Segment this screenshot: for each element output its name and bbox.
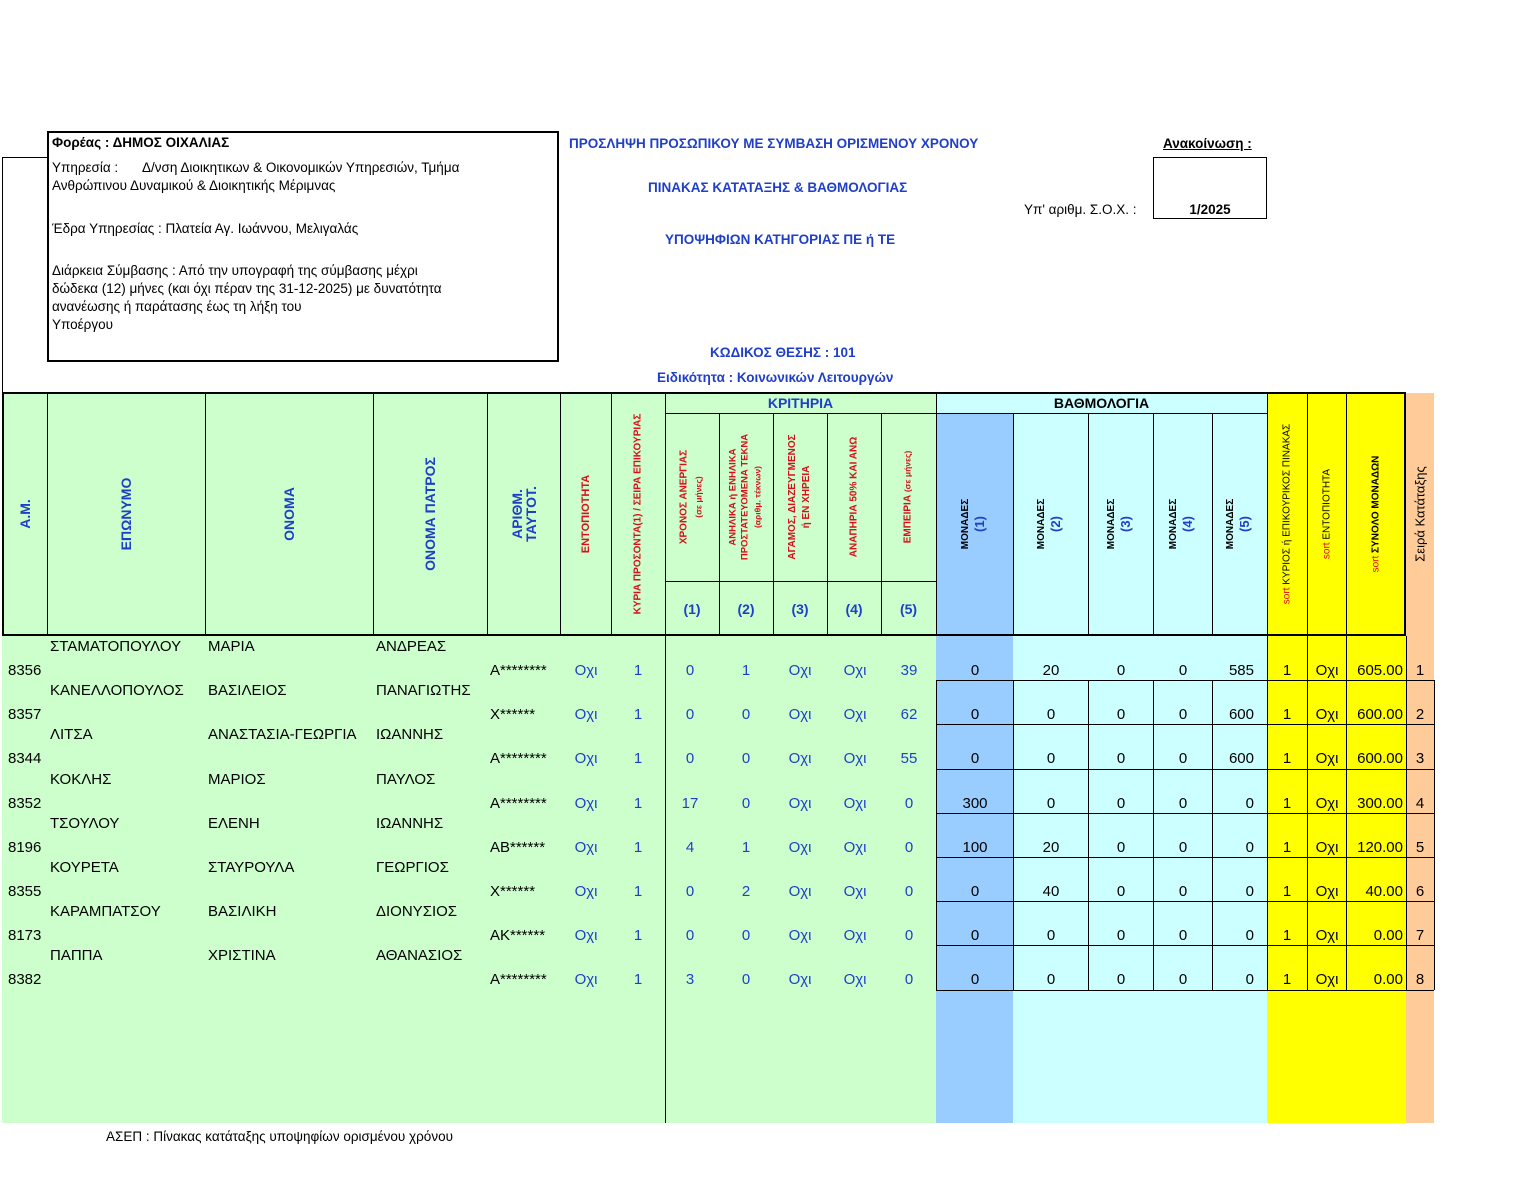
cell-k4: Οχι xyxy=(843,838,867,856)
cell-rank: 3 xyxy=(1415,750,1425,768)
cell-eponymo: ΚΑΝΕΛΛΟΠΟΥΛΟΣ xyxy=(50,682,184,700)
cell-onoma: ΜΑΡΙΟΣ xyxy=(208,770,266,788)
cell-k3: Οχι xyxy=(788,927,812,945)
cell-k5: 39 xyxy=(900,662,918,679)
cell-k3: Οχι xyxy=(788,838,812,856)
row-separator xyxy=(936,901,1434,902)
vl xyxy=(1153,413,1154,636)
cell-entop: Οχι xyxy=(574,750,598,768)
cell-s1: 1 xyxy=(1282,706,1292,724)
c5-sub: (σε μήνες) xyxy=(902,450,913,493)
cell-total: 40.00 xyxy=(1365,883,1403,900)
cell-rank: 7 xyxy=(1415,927,1425,945)
hl xyxy=(665,581,936,582)
cell-k3: Οχι xyxy=(788,750,812,768)
cell-entop: Οχι xyxy=(574,706,598,724)
cell-k4: Οχι xyxy=(843,971,867,989)
cell-entop: Οχι xyxy=(574,927,598,945)
cell-eponymo: ΛΙΤΣΑ xyxy=(50,726,93,744)
monades-num: (3) xyxy=(1118,516,1133,532)
c1-sub: (σε μήνες) xyxy=(693,476,704,518)
vathmologia-header: ΒΑΘΜΟΛΟΓΙΑ xyxy=(1053,395,1150,411)
cell-k1: 0 xyxy=(685,750,695,768)
row-separator xyxy=(936,857,1434,858)
score-grid-line xyxy=(1346,636,1347,680)
row-separator xyxy=(936,813,1434,814)
cell-am: 8357 xyxy=(8,706,42,724)
monades-label: ΜΟΝΑΔΕΣ xyxy=(1106,498,1117,550)
cell-am: 8352 xyxy=(8,794,42,812)
cell-rank: 4 xyxy=(1415,794,1425,812)
footer-note: ΑΣΕΠ : Πίνακας κατάταξης υποψηφίων ορισμένου χρόνου xyxy=(106,1129,453,1144)
cell-patros: ΔΙΟΝΥΣΙΟΣ xyxy=(376,903,458,921)
left-border-top xyxy=(2,157,47,158)
cell-total: 300.00 xyxy=(1357,794,1403,812)
cell-eponymo: ΣΤΑΜΑΤΟΠΟΥΛΟΥ xyxy=(50,638,182,655)
cell-m1: 0 xyxy=(970,706,980,724)
cell-m3: 0 xyxy=(1116,794,1126,812)
cell-taut: Α******** xyxy=(490,662,547,679)
cell-m3: 0 xyxy=(1116,971,1126,989)
c5-main: ΕΜΠΕΙΡΙΑ xyxy=(902,494,914,544)
eidikotita: Ειδικότητα : Κοινωνικών Λειτουργών xyxy=(657,370,894,385)
cell-total: 600.00 xyxy=(1357,750,1403,768)
cell-kyria: 1 xyxy=(633,838,643,856)
kodikos-thesis: ΚΩΔΙΚΟΣ ΘΕΣΗΣ : 101 xyxy=(710,345,856,360)
col-sort-entopiotita xyxy=(1322,469,1333,559)
cell-entop: Οχι xyxy=(574,794,598,812)
cell-s2: Οχι xyxy=(1315,883,1339,900)
cell-k4: Οχι xyxy=(843,927,867,945)
agency-info-box xyxy=(47,131,559,362)
cell-taut: Α******** xyxy=(490,750,547,768)
hl xyxy=(665,413,1267,414)
cell-eponymo: ΠΑΠΠΑ xyxy=(50,947,103,965)
cell-am: 8356 xyxy=(8,662,42,679)
score-grid-line xyxy=(1013,680,1014,990)
cell-m5: 0 xyxy=(1245,971,1254,989)
cell-m2: 0 xyxy=(1046,927,1056,945)
cell-s1: 1 xyxy=(1282,971,1292,989)
cell-m3: 0 xyxy=(1116,662,1126,679)
vl xyxy=(1307,393,1308,636)
diarkeia-line2: δώδεκα (12) μήνες (και όχι πέραν της 31-12-2025) με δυνατότητα xyxy=(52,281,442,296)
cell-k1: 3 xyxy=(685,971,695,989)
cell-k1: 0 xyxy=(685,706,695,724)
cell-entop: Οχι xyxy=(574,838,598,856)
cell-m2: 0 xyxy=(1046,971,1056,989)
soh-value: 1/2025 xyxy=(1189,202,1231,217)
col-onoma: ΟΝΟΜΑ xyxy=(281,487,297,541)
cell-k1: 17 xyxy=(681,794,699,812)
cell-k4: Οχι xyxy=(843,794,867,812)
cell-k2: 0 xyxy=(741,927,751,945)
arithm-line1: ΑΡΙΘΜ. xyxy=(509,489,525,539)
col-anapiria: ΑΝΑΠΗΡΙΑ 50% ΚΑΙ ΑΝΩ xyxy=(848,436,860,558)
cell-kyria: 1 xyxy=(633,750,643,768)
sort-word: sort xyxy=(1370,555,1382,573)
cell-k2: 0 xyxy=(741,971,751,989)
cell-rank: 2 xyxy=(1415,706,1425,724)
col-kyria-prosonta: ΚΥΡΙΑ ΠΡΟΣΟΝΤΑ(1) / ΣΕΙΡΑ ΕΠΙΚΟΥΡΙΑΣ xyxy=(632,413,644,615)
col-arithm-tautot xyxy=(510,486,538,542)
cell-patros: ΙΩΑΝΝΗΣ xyxy=(376,726,444,744)
cell-k4: Οχι xyxy=(843,706,867,724)
col-xronos-anergias xyxy=(678,450,707,544)
cell-kyria: 1 xyxy=(633,883,643,900)
col-eponymo: ΕΠΩΝΥΜΟ xyxy=(118,477,134,551)
cell-k5: 0 xyxy=(904,794,914,812)
cell-k2: 2 xyxy=(741,883,751,900)
cell-m5: 600 xyxy=(1228,750,1254,768)
crit-num-1: (1) xyxy=(683,601,701,617)
cell-m3: 0 xyxy=(1116,838,1126,856)
cell-onoma: ΕΛΕΝΗ xyxy=(208,814,260,832)
row-separator xyxy=(936,680,1434,681)
sort3-rest: ΣΥΝΟΛΟ ΜΟΝΑΔΩΝ xyxy=(1370,455,1382,553)
cell-m5: 0 xyxy=(1245,883,1254,900)
col-monades-2 xyxy=(1035,499,1065,549)
col-sort-kyrios xyxy=(1282,424,1293,604)
cell-kyria: 1 xyxy=(633,927,643,945)
cell-am: 8173 xyxy=(8,927,42,945)
cell-m4: 0 xyxy=(1178,927,1188,945)
cell-k3: Οχι xyxy=(788,971,812,989)
score-grid-line xyxy=(1267,680,1268,990)
soh-label: Υπ' αριθμ. Σ.Ο.Χ. : xyxy=(1024,202,1137,217)
score-grid-line xyxy=(1212,680,1213,990)
diarkeia-line4: Υποέργου xyxy=(52,317,113,332)
ypiresia-label: Υπηρεσία : xyxy=(52,160,119,175)
cell-kyria: 1 xyxy=(633,706,643,724)
cell-total: 120.00 xyxy=(1357,838,1403,856)
score-grid-line xyxy=(1406,680,1407,990)
left-border-line xyxy=(2,157,3,393)
cell-k4: Οχι xyxy=(843,750,867,768)
cell-m2: 0 xyxy=(1046,794,1056,812)
score-grid-line xyxy=(936,680,937,990)
diarkeia-line1: Διάρκεια Σύμβασης : Από την υπογραφή της σύμβασης μέχρι xyxy=(52,263,418,278)
cell-m2: 20 xyxy=(1042,662,1060,679)
cell-m1: 0 xyxy=(970,662,980,679)
vl xyxy=(1088,413,1089,636)
cell-k4: Οχι xyxy=(843,662,867,679)
cell-m4: 0 xyxy=(1178,662,1188,679)
cell-s2: Οχι xyxy=(1315,927,1339,945)
score-grid-line xyxy=(1267,636,1268,680)
cell-total: 0.00 xyxy=(1373,971,1403,989)
cell-patros: ΑΝΔΡΕΑΣ xyxy=(376,638,447,655)
cell-total: 0.00 xyxy=(1373,927,1403,945)
cell-k2: 1 xyxy=(741,838,751,856)
cell-m2: 40 xyxy=(1042,883,1060,900)
cell-m4: 0 xyxy=(1178,750,1188,768)
cell-rank: 8 xyxy=(1415,971,1425,989)
vl xyxy=(611,393,612,636)
c1-main: ΧΡΟΝΟΣ ΑΝΕΡΓΙΑΣ xyxy=(678,449,690,545)
c2-main: ΑΝΗΛΙΚΑ ή ΕΝΗΛΙΚΑ xyxy=(727,448,739,546)
sort-word: sort xyxy=(1281,587,1293,605)
cell-s1: 1 xyxy=(1282,883,1292,900)
cell-taut: Χ****** xyxy=(490,706,536,724)
cell-k3: Οχι xyxy=(788,706,812,724)
cell-s1: 1 xyxy=(1282,662,1292,679)
cell-k3: Οχι xyxy=(788,883,812,900)
vl xyxy=(47,393,48,636)
cell-eponymo: ΚΑΡΑΜΠΑΤΣΟΥ xyxy=(50,903,161,921)
cell-entop: Οχι xyxy=(574,662,598,679)
cell-m5: 0 xyxy=(1245,927,1254,945)
cell-k1: 0 xyxy=(685,927,695,945)
monades-label: ΜΟΝΑΔΕΣ xyxy=(1168,498,1179,550)
cell-taut: Α******** xyxy=(490,971,547,989)
edra-text: Έδρα Υπηρεσίας : Πλατεία Αγ. Ιωάννου, Μελιγαλάς xyxy=(52,221,359,236)
vl xyxy=(1346,393,1347,636)
col-anilika-tekna xyxy=(728,434,765,560)
cell-m5: 0 xyxy=(1245,838,1254,856)
c3-main2: ή ΕΝ ΧΗΡΕΙΑ xyxy=(801,465,812,529)
cell-am: 8382 xyxy=(8,971,42,989)
cell-k1: 0 xyxy=(685,883,695,900)
cell-m5: 0 xyxy=(1245,794,1254,812)
cell-k1: 4 xyxy=(685,838,695,856)
row-separator xyxy=(936,990,1434,991)
monades-label: ΜΟΝΑΔΕΣ xyxy=(1036,498,1047,550)
cell-patros: ΑΘΑΝΑΣΙΟΣ xyxy=(376,947,463,965)
cell-m4: 0 xyxy=(1178,794,1188,812)
cell-taut: Χ****** xyxy=(490,883,536,900)
c2-main2: ΠΡΟΣΤΑΤΕΥΟΜΕΝΑ ΤΕΚΝΑ xyxy=(739,433,751,561)
cell-m4: 0 xyxy=(1178,838,1188,856)
crit-num-2: (2) xyxy=(737,601,755,617)
col-empeiria xyxy=(903,451,914,544)
vl xyxy=(373,393,374,636)
row-separator xyxy=(936,769,1434,770)
crit-num-3: (3) xyxy=(791,601,809,617)
cell-k2: 0 xyxy=(741,706,751,724)
cell-s2: Οχι xyxy=(1315,971,1339,989)
cell-am: 8196 xyxy=(8,838,42,856)
cell-s1: 1 xyxy=(1282,794,1292,812)
cell-m2: 0 xyxy=(1046,750,1056,768)
cell-onoma: ΒΑΣΙΛΕΙΟΣ xyxy=(208,682,287,700)
cell-k2: 1 xyxy=(741,662,751,679)
ypiresia-line2: Ανθρώπινου Δυναμικού & Διοικητικής Μέριμνας xyxy=(52,178,336,193)
cell-onoma: ΑΝΑΣΤΑΣΙΑ-ΓΕΩΡΓΙΑ xyxy=(208,726,357,744)
cell-s1: 1 xyxy=(1282,927,1292,945)
vl xyxy=(936,393,937,636)
monades-label: ΜΟΝΑΔΕΣ xyxy=(1225,498,1236,550)
cell-onoma: ΜΑΡΙΑ xyxy=(208,638,255,655)
cell-k1: 0 xyxy=(685,662,695,679)
monades-label: ΜΟΝΑΔΕΣ xyxy=(960,498,971,550)
cell-k3: Οχι xyxy=(788,794,812,812)
vl xyxy=(560,393,561,636)
row-separator xyxy=(936,945,1434,946)
cell-entop: Οχι xyxy=(574,883,598,900)
vl xyxy=(1212,413,1213,636)
cell-kyria: 1 xyxy=(633,971,643,989)
cell-m2: 20 xyxy=(1042,838,1060,856)
c2-sub: (αριθμ. τέκνων) xyxy=(752,465,763,529)
cell-s2: Οχι xyxy=(1315,750,1339,768)
cell-k5: 55 xyxy=(900,750,918,768)
cell-m5: 585 xyxy=(1228,662,1254,679)
title-line1: ΠΡΟΣΛΗΨΗ ΠΡΟΣΩΠΙΚΟΥ ΜΕ ΣΥΜΒΑΣΗ ΟΡΙΣΜΕΝΟΥ ΧΡΟΝΟΥ xyxy=(569,136,979,151)
score-grid-line xyxy=(1406,636,1407,680)
cell-m3: 0 xyxy=(1116,883,1126,900)
cell-taut: ΑΒ****** xyxy=(490,838,546,856)
crit-num-4: (4) xyxy=(845,601,863,617)
score-grid-line xyxy=(1346,680,1347,990)
cell-s2: Οχι xyxy=(1315,838,1339,856)
cell-m4: 0 xyxy=(1178,706,1188,724)
sort-word: sort xyxy=(1321,542,1333,560)
diarkeia-line3: ανανέωσης ή παράτασης έως τη λήξη του xyxy=(52,299,302,314)
cell-k5: 0 xyxy=(904,838,914,856)
cell-m1: 0 xyxy=(970,883,980,900)
cell-s2: Οχι xyxy=(1315,794,1339,812)
col-entopiotita: ΕΝΤΟΠΙΟΤΗΤΑ xyxy=(580,474,592,554)
cell-kyria: 1 xyxy=(633,662,643,679)
cell-m3: 0 xyxy=(1116,706,1126,724)
vl xyxy=(1267,393,1268,636)
col-sort-synolo xyxy=(1371,456,1382,573)
cell-m5: 600 xyxy=(1228,706,1254,724)
cell-k5: 62 xyxy=(900,706,918,724)
cell-onoma: ΣΤΑΥΡΟΥΛΑ xyxy=(208,859,295,876)
cell-k2: 0 xyxy=(741,794,751,812)
col-monades-4 xyxy=(1167,499,1197,549)
cell-m4: 0 xyxy=(1178,883,1188,900)
cell-rank: 1 xyxy=(1415,662,1425,679)
sort2-rest: ΕΝΤΟΠΙΟΤΗΤΑ xyxy=(1321,468,1333,540)
score-grid-line xyxy=(1307,680,1308,990)
cell-s1: 1 xyxy=(1282,838,1292,856)
row-separator xyxy=(936,724,1434,725)
cell-m3: 0 xyxy=(1116,927,1126,945)
cell-rank: 6 xyxy=(1415,883,1425,900)
cell-k5: 0 xyxy=(904,883,914,900)
cell-total: 600.00 xyxy=(1357,706,1403,724)
cell-m3: 0 xyxy=(1116,750,1126,768)
cell-m1: 300 xyxy=(962,794,988,812)
cell-m1: 0 xyxy=(970,971,980,989)
crit-num-5: (5) xyxy=(899,601,918,617)
cell-patros: ΠΑΥΛΟΣ xyxy=(376,770,436,788)
cell-eponymo: ΚΟΚΛΗΣ xyxy=(50,770,112,788)
col-monades-1 xyxy=(959,499,989,549)
cell-patros: ΙΩΑΝΝΗΣ xyxy=(376,814,444,832)
score-grid-line xyxy=(1307,636,1308,680)
title-line3: ΥΠΟΨΗΦΙΩΝ ΚΑΤΗΓΟΡΙΑΣ ΠΕ ή ΤΕ xyxy=(665,232,896,247)
cell-m1: 0 xyxy=(970,750,980,768)
cell-onoma: ΧΡΙΣΤΙΝΑ xyxy=(208,947,276,965)
score-grid-line xyxy=(1088,680,1089,990)
vl xyxy=(487,393,488,636)
cell-onoma: ΒΑΣΙΛΙΚΗ xyxy=(208,903,277,921)
monades-num: (1) xyxy=(972,516,987,532)
col-am: Α.Μ. xyxy=(17,499,33,529)
cell-k5: 0 xyxy=(904,971,914,989)
cell-k5: 0 xyxy=(904,927,914,945)
cell-eponymo: ΤΣΟΥΛΟΥ xyxy=(50,814,120,832)
cell-m2: 0 xyxy=(1046,706,1056,724)
col-agamos xyxy=(786,434,814,559)
title-line2: ΠΙΝΑΚΑΣ ΚΑΤΑΤΑΞΗΣ & ΒΑΘΜΟΛΟΓΙΑΣ xyxy=(648,180,908,195)
cell-s2: Οχι xyxy=(1315,662,1339,679)
cell-s2: Οχι xyxy=(1315,706,1339,724)
monades-num: (4) xyxy=(1180,516,1195,532)
cell-taut: Α******** xyxy=(490,794,547,812)
cell-patros: ΓΕΩΡΓΙΟΣ xyxy=(376,859,449,876)
cell-entop: Οχι xyxy=(574,971,598,989)
cell-m1: 0 xyxy=(970,927,980,945)
col-seira-kataxis: Σειρά Κατάταξης xyxy=(1412,466,1428,562)
anakoinosi-label: Ανακοίνωση : xyxy=(1163,136,1252,151)
cell-m1: 100 xyxy=(962,838,988,856)
vl xyxy=(1013,413,1014,636)
score-grid-line xyxy=(1434,680,1435,990)
cell-k2: 0 xyxy=(741,750,751,768)
soh-box xyxy=(1153,157,1267,219)
arithm-line2: ΤΑΥΤΟΤ. xyxy=(523,486,539,542)
vl xyxy=(205,393,206,636)
score-grid-line xyxy=(1153,680,1154,990)
c3-main: ΑΓΑΜΟΣ, ΔΙΑΖΕΥΓΜΕΝΟΣ xyxy=(787,434,798,560)
foreas-label: Φορέας : ΔΗΜΟΣ ΟΙΧΑΛΙΑΣ xyxy=(52,135,230,150)
kritiria-header: ΚΡΙΤΗΡΙΑ xyxy=(767,395,834,411)
ypiresia-line1: Δ/νση Διοικητικων & Οικονομικών Υπηρεσιών, Τμήμα xyxy=(142,160,460,175)
col-monades-3 xyxy=(1105,499,1135,549)
cell-rank: 5 xyxy=(1415,838,1425,856)
cell-eponymo: ΚΟΥΡΕΤΑ xyxy=(50,859,119,876)
cell-am: 8355 xyxy=(8,883,42,900)
cell-m4: 0 xyxy=(1178,971,1188,989)
cell-kyria: 1 xyxy=(633,794,643,812)
cell-taut: ΑΚ****** xyxy=(490,927,546,945)
monades-num: (5) xyxy=(1237,516,1252,532)
cell-am: 8344 xyxy=(8,750,42,768)
cell-k4: Οχι xyxy=(843,883,867,900)
cell-total: 605.00 xyxy=(1357,662,1403,679)
sort1-rest: ΚΥΡΙΟΣ ή ΕΠΙΚΟΥΡΙΚΟΣ ΠΙΝΑΚΑΣ xyxy=(1281,423,1293,585)
cell-k3: Οχι xyxy=(788,662,812,679)
cell-s1: 1 xyxy=(1282,750,1292,768)
monades-num: (2) xyxy=(1048,516,1063,532)
col-monades-5 xyxy=(1224,499,1254,549)
col-onoma-patros: ΟΝΟΜΑ ΠΑΤΡΟΣ xyxy=(422,457,438,571)
vl xyxy=(665,393,666,1123)
cell-patros: ΠΑΝΑΓΙΩΤΗΣ xyxy=(376,682,471,700)
